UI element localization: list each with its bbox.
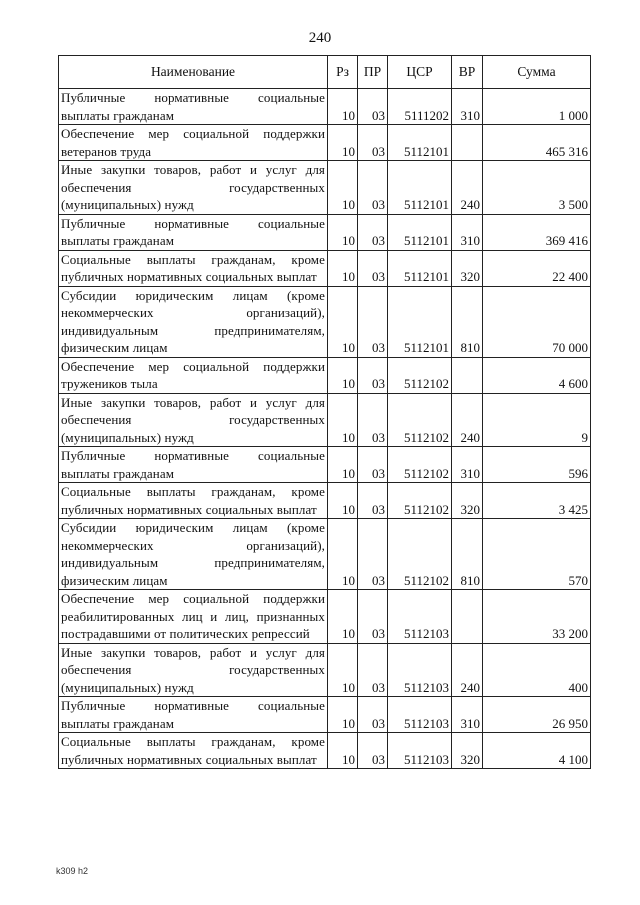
row-pr: 03	[358, 519, 388, 590]
row-sum: 3 500	[483, 161, 591, 215]
row-rz: 10	[328, 286, 358, 357]
row-sum: 400	[483, 643, 591, 697]
row-rz: 10	[328, 125, 358, 161]
row-csr: 5112103	[388, 590, 452, 644]
row-vr	[452, 125, 483, 161]
row-csr: 5111202	[388, 89, 452, 125]
row-vr	[452, 357, 483, 393]
row-name: Социальные выплаты гражданам, кроме публичных нормативных социальных выплат	[59, 733, 328, 769]
table-row	[59, 286, 591, 357]
row-vr: 310	[452, 89, 483, 125]
row-name: Публичные нормативные социальные выплаты гражданам	[59, 89, 328, 125]
row-name: Обеспечение мер социальной поддержки ветеранов труда	[59, 125, 328, 161]
table-row	[59, 214, 591, 250]
row-pr: 03	[358, 393, 388, 447]
row-rz: 10	[328, 697, 358, 733]
row-pr: 03	[358, 447, 388, 483]
row-pr: 03	[358, 643, 388, 697]
row-vr: 310	[452, 214, 483, 250]
row-name: Иные закупки товаров, работ и услуг для обеспечения государственных (муниципальных) нужд	[59, 643, 328, 697]
row-name: Иные закупки товаров, работ и услуг для обеспечения государственных (муниципальных) нужд	[59, 393, 328, 447]
row-csr: 5112102	[388, 519, 452, 590]
row-vr: 320	[452, 733, 483, 769]
table-row	[59, 697, 591, 733]
row-vr: 810	[452, 286, 483, 357]
row-rz: 10	[328, 89, 358, 125]
row-rz: 10	[328, 483, 358, 519]
row-vr: 320	[452, 483, 483, 519]
row-rz: 10	[328, 733, 358, 769]
table-row	[59, 643, 591, 697]
row-rz: 10	[328, 519, 358, 590]
footer-document-code: k309 h2	[56, 866, 89, 876]
row-csr: 5112102	[388, 357, 452, 393]
table-row	[59, 393, 591, 447]
table-row	[59, 733, 591, 769]
row-name: Социальные выплаты гражданам, кроме публичных нормативных социальных выплат	[59, 250, 328, 286]
row-vr: 240	[452, 643, 483, 697]
row-vr: 310	[452, 697, 483, 733]
row-pr: 03	[358, 89, 388, 125]
col-header-pr: ПР	[358, 56, 388, 89]
row-csr: 5112101	[388, 214, 452, 250]
col-header-rz: Рз	[328, 56, 358, 89]
table-row	[59, 590, 591, 644]
row-rz: 10	[328, 590, 358, 644]
row-name: Субсидии юридическим лицам (кроме некоммерческих организаций), индивидуальным предпринимателям, физическим лицам	[59, 519, 328, 590]
row-sum: 4 600	[483, 357, 591, 393]
col-header-name: Наименование	[59, 56, 328, 89]
row-pr: 03	[358, 697, 388, 733]
row-pr: 03	[358, 733, 388, 769]
table-row	[59, 125, 591, 161]
row-pr: 03	[358, 357, 388, 393]
row-name: Субсидии юридическим лицам (кроме некоммерческих организаций), индивидуальным предпринимателям, физическим лицам	[59, 286, 328, 357]
row-vr: 810	[452, 519, 483, 590]
row-rz: 10	[328, 393, 358, 447]
row-csr: 5112103	[388, 697, 452, 733]
row-name: Социальные выплаты гражданам, кроме публичных нормативных социальных выплат	[59, 483, 328, 519]
row-rz: 10	[328, 214, 358, 250]
table-row	[59, 250, 591, 286]
page-number: 240	[308, 30, 332, 46]
row-sum: 369 416	[483, 214, 591, 250]
row-name: Публичные нормативные социальные выплаты гражданам	[59, 447, 328, 483]
row-vr: 320	[452, 250, 483, 286]
row-sum: 465 316	[483, 125, 591, 161]
row-name: Публичные нормативные социальные выплаты гражданам	[59, 697, 328, 733]
row-sum: 26 950	[483, 697, 591, 733]
row-name: Публичные нормативные социальные выплаты гражданам	[59, 214, 328, 250]
row-pr: 03	[358, 161, 388, 215]
row-sum: 1 000	[483, 89, 591, 125]
row-csr: 5112101	[388, 286, 452, 357]
row-csr: 5112102	[388, 447, 452, 483]
row-sum: 22 400	[483, 250, 591, 286]
row-vr: 310	[452, 447, 483, 483]
row-csr: 5112101	[388, 125, 452, 161]
row-rz: 10	[328, 250, 358, 286]
row-rz: 10	[328, 161, 358, 215]
table-row	[59, 519, 591, 590]
row-pr: 03	[358, 214, 388, 250]
table-row	[59, 357, 591, 393]
row-csr: 5112101	[388, 161, 452, 215]
row-csr: 5112103	[388, 643, 452, 697]
col-header-vr: ВР	[452, 56, 483, 89]
row-rz: 10	[328, 643, 358, 697]
row-pr: 03	[358, 250, 388, 286]
row-name: Обеспечение мер социальной поддержки тружеников тыла	[59, 357, 328, 393]
table-row	[59, 483, 591, 519]
row-sum: 9	[483, 393, 591, 447]
row-rz: 10	[328, 447, 358, 483]
row-rz: 10	[328, 357, 358, 393]
row-csr: 5112102	[388, 393, 452, 447]
row-vr	[452, 590, 483, 644]
table-row	[59, 89, 591, 125]
row-csr: 5112102	[388, 483, 452, 519]
row-pr: 03	[358, 483, 388, 519]
col-header-sum: Сумма	[483, 56, 591, 89]
table-header-row	[59, 56, 591, 89]
row-csr: 5112101	[388, 250, 452, 286]
row-sum: 570	[483, 519, 591, 590]
row-pr: 03	[358, 286, 388, 357]
row-pr: 03	[358, 590, 388, 644]
budget-table	[58, 55, 591, 769]
row-pr: 03	[358, 125, 388, 161]
row-name: Иные закупки товаров, работ и услуг для обеспечения государственных (муниципальных) нужд	[59, 161, 328, 215]
row-sum: 3 425	[483, 483, 591, 519]
row-vr: 240	[452, 161, 483, 215]
row-vr: 240	[452, 393, 483, 447]
row-sum: 33 200	[483, 590, 591, 644]
row-sum: 4 100	[483, 733, 591, 769]
row-csr: 5112103	[388, 733, 452, 769]
table-row	[59, 447, 591, 483]
row-name: Обеспечение мер социальной поддержки реабилитированных лиц и лиц, признанных пострадавшими от политических репрессий	[59, 590, 328, 644]
table-row	[59, 161, 591, 215]
row-sum: 596	[483, 447, 591, 483]
row-sum: 70 000	[483, 286, 591, 357]
col-header-csr: ЦСР	[388, 56, 452, 89]
